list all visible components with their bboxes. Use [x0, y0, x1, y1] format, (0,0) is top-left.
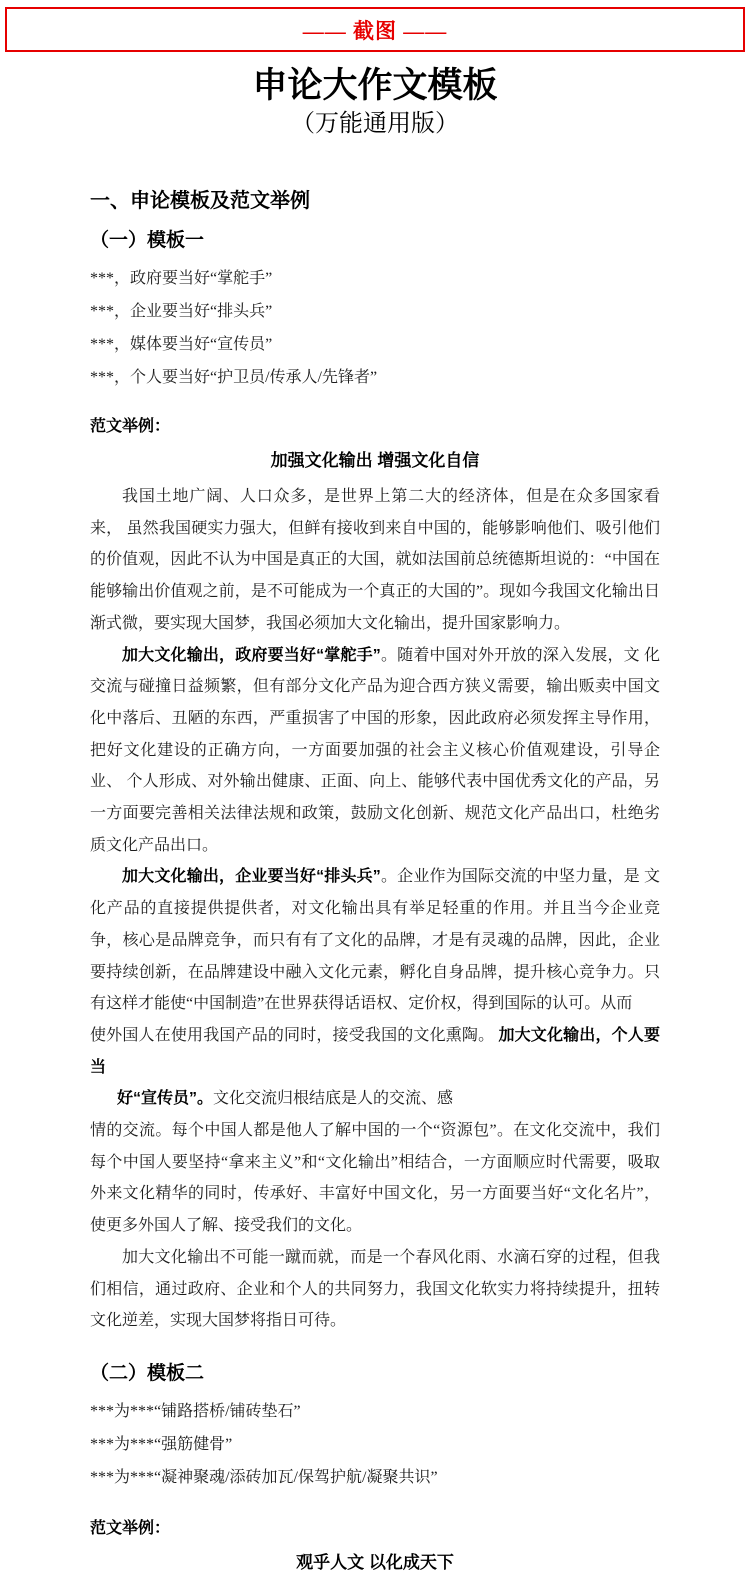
essay-text-run: 文化交流归根结底是人的交流、感	[213, 1090, 454, 1108]
essay-bold-run: 加大文化输出，企业要当好“排头兵”	[122, 868, 381, 886]
essay-text-run: 我国土地广阔、人口众多，是世界上第二大的经济体，但是在众多国家看来， 虽然我国硬实力强大，但鲜有接收到来自中国的，能够影响他们、吸引他们的价值观，因此不认为中国是真正的大国，就如法国前总统德斯坦说的：“中国在能够输出价值观之前，是不可能成为一个真正的大国的”。现如今我国文化输出日渐式微，要实现大国梦，我国必须加大文化输出，提升国家影响力。	[90, 488, 660, 632]
section-heading: 一、申论模板及范文举例	[90, 190, 310, 212]
template2-example-label: 范文举例：	[90, 1519, 171, 1537]
essay-paragraph	[90, 481, 660, 640]
template-line: ***，媒体要当好“宣传员”	[90, 336, 273, 353]
template-line: ***为***“凝神聚魂/添砖加瓦/保驾护航/凝聚共识”	[90, 1468, 438, 1486]
essay-paragraph	[90, 640, 660, 862]
essay-text-run: 加大文化输出不可能一蹴而就，而是一个春风化雨、水滴石穿的过程，但我 们相信，通过政府、企业和个人的共同努力，我国文化软实力将持续提升，扭转文化逆差，实现大国梦将指日可待。	[90, 1248, 660, 1330]
essay-paragraph	[90, 1242, 660, 1337]
essay-bold-run: 加大文化输出，个人要当	[90, 1026, 660, 1076]
template-line: ***，政府要当好“掌舵手”	[90, 270, 273, 287]
screenshot-banner-label: —— 截图 ——	[302, 18, 448, 43]
template2-heading: （二）模板二	[90, 1362, 205, 1384]
template-line: ***为***“强筋健骨”	[90, 1435, 233, 1453]
essay-text-run: 。随着中国对外开放的深入发展，文 化交流与碰撞日益频繁，但有部分文化产品为迎合西方狭义需要，输出贩卖中国文化中落后、丑陋的东西，严重损害了中国的形象，因此政府必须发挥主导作用， 把好文化建设的正确方向，一方面要加强的社会主义核心价值观建设，引导企业、 个人形成、对外输出健康、正面、向上、能够代表中国优秀文化的产品，另一方面要完善相关法律法规和政策，鼓励文化创新、规范文化产品出口，杜绝劣质文化产品出口。	[90, 646, 660, 854]
essay-text-run: 情的交流。每个中国人都是他人了解中国的一个“资源包”。在文化交流中，我们每个中国人要坚持“拿来主义”和“文化输出”相结合，一方面顺应时代需要，吸取外来文化精华的同时，传承好、丰富好中国文化，另一方面要当好“文化名片”，使更多外国人了解、接受我们的文化。	[90, 1122, 660, 1235]
template2-lines	[90, 1395, 660, 1494]
essay-paragraph	[90, 861, 660, 1020]
template1-lines	[90, 262, 660, 394]
essay-paragraph	[90, 1083, 660, 1115]
essay-bold-run: 加大文化输出，政府要当好“掌舵手”	[122, 646, 381, 664]
document-subtitle: （万能通用版）	[291, 111, 459, 137]
essay-paragraph	[90, 1020, 660, 1083]
template1-example-label: 范文举例：	[90, 418, 171, 435]
essay-paragraph	[90, 1115, 660, 1242]
template-line: ***，个人要当好“护卫员/传承人/先锋者”	[90, 369, 378, 386]
essay-text-run: 。企业作为国际交流的中坚力量，是 文化产品的直接提供提供者，对文化输出具有举足轻重的作用。并且当今企业竞争，核心是品牌竞争，而只有有了文化的品牌，才是有灵魂的品牌，因此，企业要持续创新，在品牌建设中融入文化元素，孵化自身品牌，提升核心竞争力。只有这样才能使“中国制造”在世界获得话语权、定价权，得到国际的认可。从而	[90, 868, 660, 1013]
screenshot-banner	[5, 7, 745, 52]
document-body	[0, 188, 750, 1576]
document-title: 申论大作文模板	[252, 66, 498, 105]
template-line: ***为***“铺路搭桥/铺砖垫石”	[90, 1402, 301, 1420]
essay2-title: 观乎人文 以化成天下	[296, 1552, 454, 1572]
essay-text-run: 使外国人在使用我国产品的同时，接受我国的文化熏陶。	[90, 1026, 499, 1044]
template1-heading: （一）模板一	[90, 230, 205, 251]
essay1-body	[90, 481, 660, 1337]
template-line: ***，企业要当好“排头兵”	[90, 303, 273, 320]
essay1-title: 加强文化输出 增强文化自信	[270, 451, 480, 470]
essay-bold-run: 好“宣传员”。	[117, 1090, 214, 1108]
